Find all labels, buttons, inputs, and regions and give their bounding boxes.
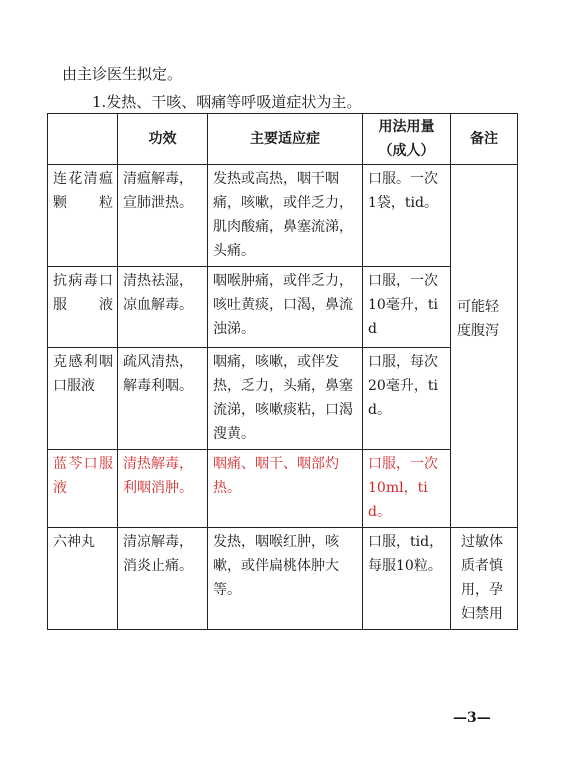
table-row: [48, 165, 518, 267]
header-notes: 备注: [451, 114, 518, 165]
drug-indications: 咽喉肿痛，或伴乏力，咳吐黄痰，口渴，鼻流浊涕。: [208, 267, 363, 348]
drug-dosage: 口服，一次10ml，tid。: [363, 450, 451, 528]
drug-effect: 清热解毒，利咽消肿。: [118, 450, 208, 528]
table-row: [48, 348, 518, 450]
drug-name: 连花清瘟颗粒: [48, 165, 118, 267]
section-heading: 1.发热、干咳、咽痛等呼吸道症状为主。: [92, 93, 362, 111]
note-shared: 可能轻度腹泻: [457, 299, 499, 339]
drug-effect: 清瘟解毒，宣肺泄热。: [118, 165, 208, 267]
drug-name: 克感利咽口服液: [48, 348, 118, 450]
header-effect: 功效: [118, 114, 208, 165]
drug-indications: 咽痛、咽干、咽部灼热。: [208, 450, 363, 528]
drug-name: 六神丸: [48, 528, 118, 630]
notes-liushen-cell: [451, 528, 518, 630]
drug-effect: 清热祛湿，凉血解毒。: [118, 267, 208, 348]
note-liushen: 过敏体质者慎用，孕妇禁用: [461, 534, 503, 622]
drug-dosage: 口服，tid，每服10粒。: [363, 528, 451, 630]
table-row: [48, 267, 518, 348]
drug-table: [47, 113, 518, 630]
drug-dosage: 口服，一次10毫升，tid: [363, 267, 451, 348]
table-row-highlighted: [48, 450, 518, 528]
drug-effect: 清凉解毒，消炎止痛。: [118, 528, 208, 630]
header-drug-name: [48, 114, 118, 165]
drug-name: 抗病毒口服液: [48, 267, 118, 348]
drug-effect: 疏风清热，解毒利咽。: [118, 348, 208, 450]
drug-indications: 咽痛，咳嗽，或伴发热，乏力，头痛，鼻塞流涕，咳嗽痰粘，口渴溲黄。: [208, 348, 363, 450]
notes-shared-cell: [451, 165, 518, 528]
table-header-row: [48, 114, 518, 165]
drug-dosage: 口服，每次20毫升，tid。: [363, 348, 451, 450]
drug-name: 蓝芩口服液: [48, 450, 118, 528]
header-dosage: 用法用量（成人）: [363, 114, 451, 165]
header-indications: 主要适应症: [208, 114, 363, 165]
page-number: —3—: [453, 710, 491, 726]
drug-dosage: 口服。一次1袋，tid。: [363, 165, 451, 267]
drug-indications: 发热，咽喉红肿，咳嗽，或伴扁桃体肿大等。: [208, 528, 363, 630]
drug-indications: 发热或高热，咽干咽痛，咳嗽，或伴乏力，肌肉酸痛，鼻塞流涕，头痛。: [208, 165, 363, 267]
intro-line: 由主诊医生拟定。: [62, 65, 183, 83]
table-row: [48, 528, 518, 630]
